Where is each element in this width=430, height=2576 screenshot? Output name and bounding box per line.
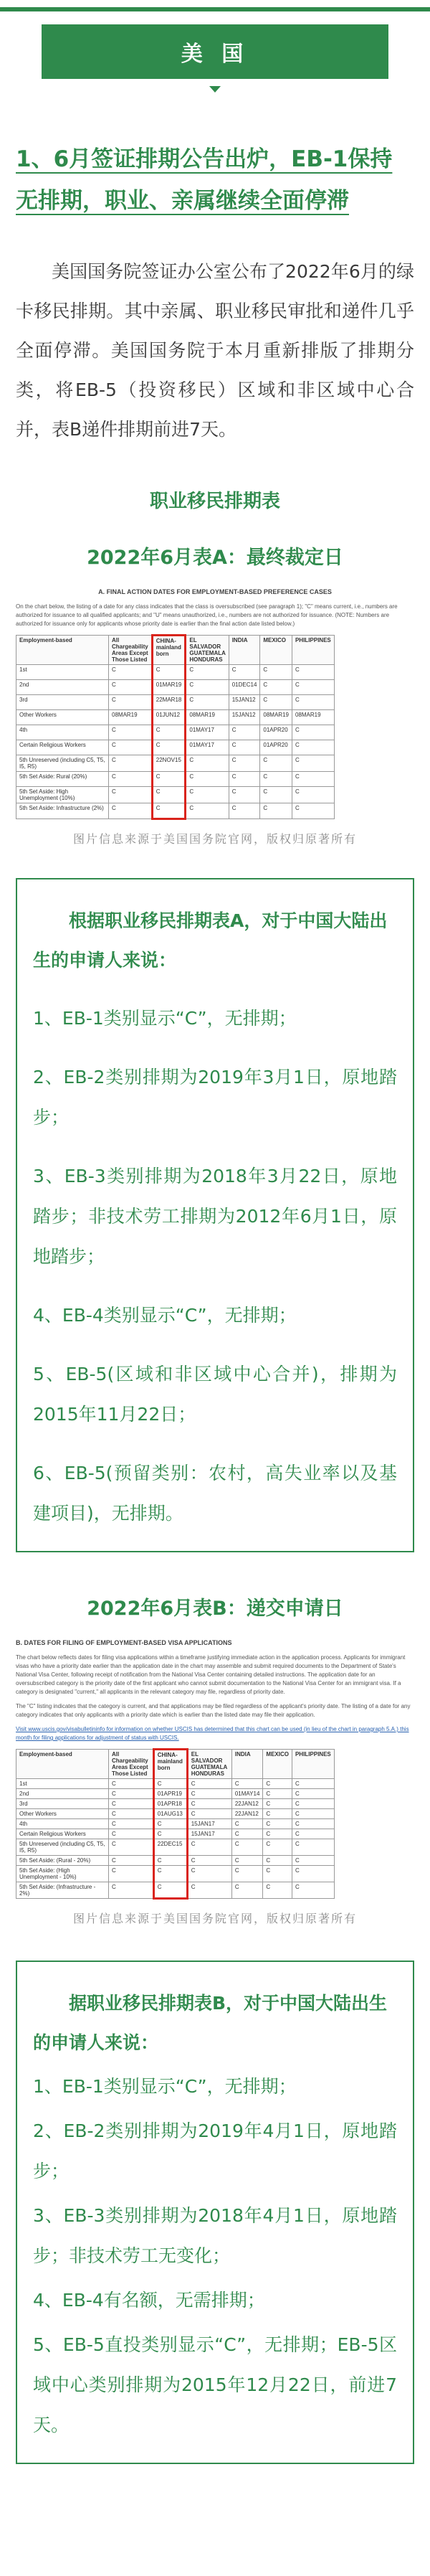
table-a-date-cell: 01DEC14	[229, 680, 260, 695]
table-a-row	[16, 740, 335, 755]
table-b-date-cell: C	[231, 1856, 263, 1866]
table-a-column-header: PHILIPPINES	[292, 636, 334, 665]
table-b-date-cell: 01APR19	[153, 1789, 187, 1799]
table-a-row	[16, 710, 335, 725]
table-a-date-cell: C	[186, 755, 229, 772]
table-a-caption: 图片信息来源于美国国务院官网，版权归原著所有	[72, 832, 357, 846]
table-a-date-cell: 01MAY17	[186, 725, 229, 740]
table-b-column-header: EL SALVADOR GUATEMALA HONDURAS	[187, 1750, 231, 1779]
table-a-date-cell: C	[109, 680, 153, 695]
table-b-category-cell: 4th	[16, 1819, 109, 1829]
table-b-column-header: CHINA-mainland born	[153, 1750, 187, 1779]
table-a-date-cell: C	[229, 665, 260, 680]
table-b-date-cell: C	[231, 1779, 263, 1789]
summary-box-a	[16, 878, 414, 1552]
table-a-category-cell: 5th Set Aside: Infrastructure (2%)	[16, 803, 109, 819]
table-b-category-cell: Other Workers	[16, 1809, 109, 1819]
banner-arrow-icon	[209, 86, 221, 93]
table-a-category-cell: 5th Set Aside: Rural (20%)	[16, 772, 109, 787]
table-b-row	[16, 1819, 335, 1829]
table-a-image	[16, 588, 414, 820]
summary-a-head: 根据职业移民排期表A，对于中国大陆出生的申请人来说：	[33, 910, 388, 971]
table-b-image	[16, 1639, 414, 1900]
table-b-category-cell: 5th Set Aside: (Rural - 20%)	[16, 1856, 109, 1866]
table-b-date-cell: C	[109, 1779, 154, 1789]
table-b-category-cell: 1st	[16, 1779, 109, 1789]
table-b-date-cell: 01APR18	[153, 1799, 187, 1809]
bottom-spacer	[0, 2464, 430, 2493]
table-a-date-cell: 15JAN12	[229, 695, 260, 710]
table-a-date-cell: C	[109, 755, 153, 772]
table-a-category-cell: 3rd	[16, 695, 109, 710]
table-a-date-cell: C	[260, 803, 292, 819]
table-b-date-cell: C	[263, 1829, 292, 1839]
table-b-date-cell: C	[292, 1882, 334, 1899]
table-b-date-cell: 22JAN12	[231, 1799, 263, 1809]
uscis-link[interactable]: Visit www.uscis.gov/visabulletininfo for information on whether USCIS has determined that this chart can be used (in lieu of the chart in paragraph 5.A.) this month for filing applications for adjustment of status with USCIS.	[16, 1726, 409, 1741]
table-b-date-cell: C	[153, 1882, 187, 1899]
table-a-date-cell: C	[229, 755, 260, 772]
table-b-category-cell: 2nd	[16, 1789, 109, 1799]
table-b-column-header: All Chargeability Areas Except Those Listed	[109, 1750, 154, 1779]
table-a-date-cell: 08MAR19	[292, 710, 334, 725]
table-b-date-cell: C	[263, 1799, 292, 1809]
table-a-date-cell: C	[260, 680, 292, 695]
table-a-date-cell: 08MAR19	[260, 710, 292, 725]
table-a-date-cell: C	[109, 740, 153, 755]
table-a-category-cell: Other Workers	[16, 710, 109, 725]
table-a-date-cell: C	[229, 725, 260, 740]
table-b-date-cell: C	[263, 1882, 292, 1899]
table-a-date-cell: 08MAR19	[186, 710, 229, 725]
table-b-date-cell: C	[109, 1839, 154, 1856]
table-a-date-cell: C	[260, 772, 292, 787]
table-a-row	[16, 695, 335, 710]
table-a-row	[16, 772, 335, 787]
table-b-date-cell: C	[187, 1882, 231, 1899]
table-a-date-cell: C	[186, 695, 229, 710]
table-b-row	[16, 1882, 335, 1899]
table-b-date-cell: C	[109, 1819, 154, 1829]
table-b-date-cell: C	[187, 1839, 231, 1856]
table-a-row	[16, 787, 335, 803]
table-a-row	[16, 665, 335, 680]
table-a-category-cell: 5th Set Aside: High Unemployment (10%)	[16, 787, 109, 803]
table-a-date-cell: 01APR20	[260, 725, 292, 740]
table-b-date-cell: 22DEC15	[153, 1839, 187, 1856]
table-a-date-cell: C	[229, 740, 260, 755]
summary-b-item: 5、EB-5直投类别显示“C”，无排期；EB-5区域中心类别排期为2015年12月22日，前进7天。	[33, 2334, 397, 2435]
table-b-doc-note: The chart below reflects dates for filing visa applications within a timeframe justifying immediate action in the application process. Applicants for immigrant visas who have a priority date earlier than the application date in the chart may assemble and submit required documents to the Department of State's National Visa Center, following receipt of notification from the National Visa Center containing detailed instructions. The application date for an oversubscribed category is the priority date of the first applicant who cannot submit documentation to the National Visa Center for an immigrant visa. If a category is designated "current," all applicants in the relevant category may file, regardless of priority date.	[16, 1654, 406, 1695]
summary-a-item: 5、EB-5(区域和非区域中心合并)，排期为2015年11月22日；	[33, 1364, 397, 1425]
table-a-date-cell: C	[152, 665, 186, 680]
summary-a-item: 6、EB-5(预留类别：农村，高失业率以及基建项目)，无排期。	[33, 1463, 397, 1524]
table-b-row	[16, 1809, 335, 1819]
table-a-column-header: INDIA	[229, 636, 260, 665]
table-b-header-row	[16, 1750, 335, 1779]
table-a-date-cell: C	[186, 772, 229, 787]
table-a-date-cell: C	[292, 680, 334, 695]
table-b-row	[16, 1856, 335, 1866]
table-a-date-cell: 01MAR19	[152, 680, 186, 695]
table-b-row	[16, 1799, 335, 1809]
table-b-date-cell: C	[231, 1839, 263, 1856]
table-b-date-cell: C	[263, 1779, 292, 1789]
summary-b-item: 4、EB-4有名额，无需排期；	[33, 2290, 265, 2311]
table-a-date-cell: C	[152, 787, 186, 803]
table-b-category-cell: 3rd	[16, 1799, 109, 1809]
table-a-date-cell: 08MAR19	[109, 710, 153, 725]
table-b-date-cell: C	[187, 1866, 231, 1882]
table-a-date-cell: C	[109, 787, 153, 803]
article-headline: 1、6月签证排期公告出炉，EB-1保持无排期，职业、亲属继续全面停滞	[16, 146, 393, 214]
table-a-column-header: All Chargeability Areas Except Those Listed	[109, 636, 153, 665]
table-b-date-cell: C	[263, 1839, 292, 1856]
table-a-date-cell: C	[186, 680, 229, 695]
table-b-date-cell: C	[187, 1799, 231, 1809]
summary-b-item: 2、EB-2类别排期为2019年4月1日，原地踏步；	[33, 2120, 397, 2181]
table-b-date-cell: C	[109, 1866, 154, 1882]
article-page	[0, 7, 430, 2493]
table-a-date-cell: C	[260, 787, 292, 803]
table-b-date-cell: C	[292, 1839, 334, 1856]
table-b-date-cell: C	[109, 1789, 154, 1799]
table-a-date-cell: C	[229, 787, 260, 803]
table-b-date-cell: C	[292, 1789, 334, 1799]
summary-b-head: 据职业移民排期表B，对于中国大陆出生的申请人来说：	[33, 1993, 388, 2053]
table-b-date-cell: 01AUG13	[153, 1809, 187, 1819]
table-b-date-cell: C	[231, 1882, 263, 1899]
table-b-date-cell: C	[292, 1866, 334, 1882]
table-b-date-cell: C	[187, 1779, 231, 1789]
table-b-title: 2022年6月表B：递交申请日	[87, 1598, 343, 1620]
table-b-date-cell: C	[292, 1779, 334, 1789]
table-b-date-cell: C	[263, 1809, 292, 1819]
table-a-date-cell: C	[109, 803, 153, 819]
table-a-category-cell: 4th	[16, 725, 109, 740]
table-a-column-header: EL SALVADOR GUATEMALA HONDURAS	[186, 636, 229, 665]
table-b-date-cell: C	[153, 1866, 187, 1882]
table-b-category-cell: 5th Set Aside: (Infrastructure - 2%)	[16, 1882, 109, 1899]
summary-a-item: 3、EB-3类别排期为2018年3月22日，原地踏步；非技术劳工排期为2012年6月1日，原地踏步；	[33, 1166, 397, 1267]
table-a-category-cell: 2nd	[16, 680, 109, 695]
table-a-date-cell: C	[109, 665, 153, 680]
table-a-header-row	[16, 636, 335, 665]
top-rule	[0, 7, 430, 11]
table-b-date-cell: C	[153, 1829, 187, 1839]
table-b-date-cell: C	[109, 1856, 154, 1866]
table-b-caption: 图片信息来源于美国国务院官网，版权归原著所有	[72, 1912, 357, 1925]
table-b-date-cell: C	[109, 1799, 154, 1809]
table-b-date-cell: 15JAN17	[187, 1829, 231, 1839]
table-b-date-cell: C	[187, 1856, 231, 1866]
table-b-date-cell: C	[231, 1829, 263, 1839]
table-b-date-cell: C	[263, 1819, 292, 1829]
table-a-doc-note: On the chart below, the listing of a date for any class indicates that the class is oversubscribed (see paragraph 1); "C" means current, i.e., numbers are authorized for issuance to all qualified applicants; and "U" means unauthorized, i.e., numbers are not authorized for issuance. (NOTE: Numbers are authorized for issuance only for applicants whose priority date is earlier than the final action date listed below.)	[16, 603, 398, 627]
table-a-row	[16, 803, 335, 819]
table-a-category-cell: Certain Religious Workers	[16, 740, 109, 755]
table-b-date-cell: C	[109, 1882, 154, 1899]
table-b-row	[16, 1829, 335, 1839]
table-b-date-cell: 22JAN12	[231, 1809, 263, 1819]
table-a-column-header: CHINA-mainland born	[152, 636, 186, 665]
table-b-date-cell: 01MAY14	[231, 1789, 263, 1799]
table-a-date-cell: C	[152, 725, 186, 740]
table-a-date-cell: C	[292, 772, 334, 787]
table-a-date-cell: 22MAR18	[152, 695, 186, 710]
table-b-doc-note: The "C" listing indicates that the category is current, and that applications may be filed regardless of the applicant's priority date. The listing of a date for any category indicates that only applicants with a priority date which is earlier than the listed date may file their application.	[16, 1703, 411, 1718]
intro-paragraph: 美国国务院签证办公室公布了2022年6月的绿卡移民排期。其中亲属、职业移民审批和递件几乎全面停滞。美国国务院于本月重新排版了排期分类，将EB-5（投资移民）区域和非区域中心合并，表B递件排期前进7天。	[16, 261, 414, 440]
table-b-date-cell: C	[292, 1819, 334, 1829]
table-b-date-cell: C	[109, 1829, 154, 1839]
summary-a-item: 2、EB-2类别排期为2019年3月1日，原地踏步；	[33, 1067, 397, 1128]
table-b-date-cell: C	[263, 1789, 292, 1799]
table-b-date-cell: C	[187, 1789, 231, 1799]
table-a-date-cell: C	[186, 787, 229, 803]
table-a-date-cell: C	[109, 725, 153, 740]
table-a-date-cell: C	[292, 755, 334, 772]
table-a-date-cell: 01APR20	[260, 740, 292, 755]
table-b-date-cell: C	[231, 1819, 263, 1829]
summary-b-item: 3、EB-3类别排期为2018年4月1日，原地踏步；非技术劳工无变化；	[33, 2205, 397, 2266]
table-a-date-cell: C	[260, 665, 292, 680]
table-b-date-cell: C	[153, 1819, 187, 1829]
table-b	[16, 1748, 335, 1900]
table-a-date-cell: C	[229, 803, 260, 819]
table-a-date-cell: C	[109, 695, 153, 710]
table-a-date-cell: C	[260, 755, 292, 772]
country-banner: 美 国	[42, 24, 388, 79]
table-a-row	[16, 755, 335, 772]
table-a-date-cell: C	[152, 803, 186, 819]
table-a-date-cell: C	[186, 665, 229, 680]
table-b-doc-heading: B. DATES FOR FILING OF EMPLOYMENT-BASED VISA APPLICATIONS	[16, 1639, 232, 1646]
table-a-date-cell: C	[109, 772, 153, 787]
table-a	[16, 634, 335, 820]
table-b-date-cell: C	[263, 1866, 292, 1882]
table-a-category-cell: 5th Unreserved (including C5, T5, I5, R5)	[16, 755, 109, 772]
table-a-date-cell: C	[292, 803, 334, 819]
summary-b-item: 1、EB-1类别显示“C”，无排期；	[33, 2076, 297, 2097]
table-a-category-cell: 1st	[16, 665, 109, 680]
table-a-date-cell: 01MAY17	[186, 740, 229, 755]
table-a-date-cell: C	[229, 772, 260, 787]
table-b-date-cell: C	[109, 1809, 154, 1819]
table-a-row	[16, 725, 335, 740]
table-a-date-cell: C	[152, 740, 186, 755]
section-title: 职业移民排期表	[149, 491, 280, 512]
table-b-date-cell: C	[292, 1799, 334, 1809]
table-a-date-cell: 15JAN12	[229, 710, 260, 725]
table-a-date-cell: C	[292, 787, 334, 803]
table-b-column-header: INDIA	[231, 1750, 263, 1779]
table-b-column-header: Employment-based	[16, 1750, 109, 1779]
table-b-category-cell: 5th Unreserved (including C5, T5, I5, R5)	[16, 1839, 109, 1856]
table-b-column-header: MEXICO	[263, 1750, 292, 1779]
summary-a-item: 1、EB-1类别显示“C”，无排期；	[33, 1008, 297, 1029]
table-b-date-cell: C	[292, 1809, 334, 1819]
table-a-row	[16, 680, 335, 695]
table-b-row	[16, 1779, 335, 1789]
table-a-column-header: Employment-based	[16, 636, 109, 665]
table-b-category-cell: 5th Set Aside: (High Unemployment - 10%)	[16, 1866, 109, 1882]
table-b-column-header: PHILIPPINES	[292, 1750, 334, 1779]
table-a-column-header: MEXICO	[260, 636, 292, 665]
table-a-date-cell: C	[292, 725, 334, 740]
table-a-date-cell: C	[260, 695, 292, 710]
table-a-title: 2022年6月表A：最终裁定日	[87, 547, 343, 569]
table-b-row	[16, 1866, 335, 1882]
table-b-date-cell: C	[263, 1856, 292, 1866]
table-b-date-cell: C	[153, 1856, 187, 1866]
table-b-row	[16, 1789, 335, 1799]
table-b-date-cell: C	[292, 1856, 334, 1866]
table-a-date-cell: C	[292, 665, 334, 680]
table-b-date-cell: C	[231, 1866, 263, 1882]
table-a-date-cell: 01JUN12	[152, 710, 186, 725]
table-b-row	[16, 1839, 335, 1856]
table-b-date-cell: C	[292, 1829, 334, 1839]
table-a-date-cell: 22NOV15	[152, 755, 186, 772]
table-a-date-cell: C	[292, 695, 334, 710]
table-b-category-cell: Certain Religious Workers	[16, 1829, 109, 1839]
summary-box-b	[16, 1961, 414, 2464]
table-b-date-cell: C	[187, 1809, 231, 1819]
table-a-date-cell: C	[186, 803, 229, 819]
table-a-date-cell: C	[292, 740, 334, 755]
table-a-doc-heading: A. FINAL ACTION DATES FOR EMPLOYMENT-BASED PREFERENCE CASES	[98, 588, 332, 595]
table-a-date-cell: C	[152, 772, 186, 787]
table-b-date-cell: 15JAN17	[187, 1819, 231, 1829]
summary-a-item: 4、EB-4类别显示“C”，无排期；	[33, 1305, 297, 1326]
table-b-date-cell: C	[153, 1779, 187, 1789]
